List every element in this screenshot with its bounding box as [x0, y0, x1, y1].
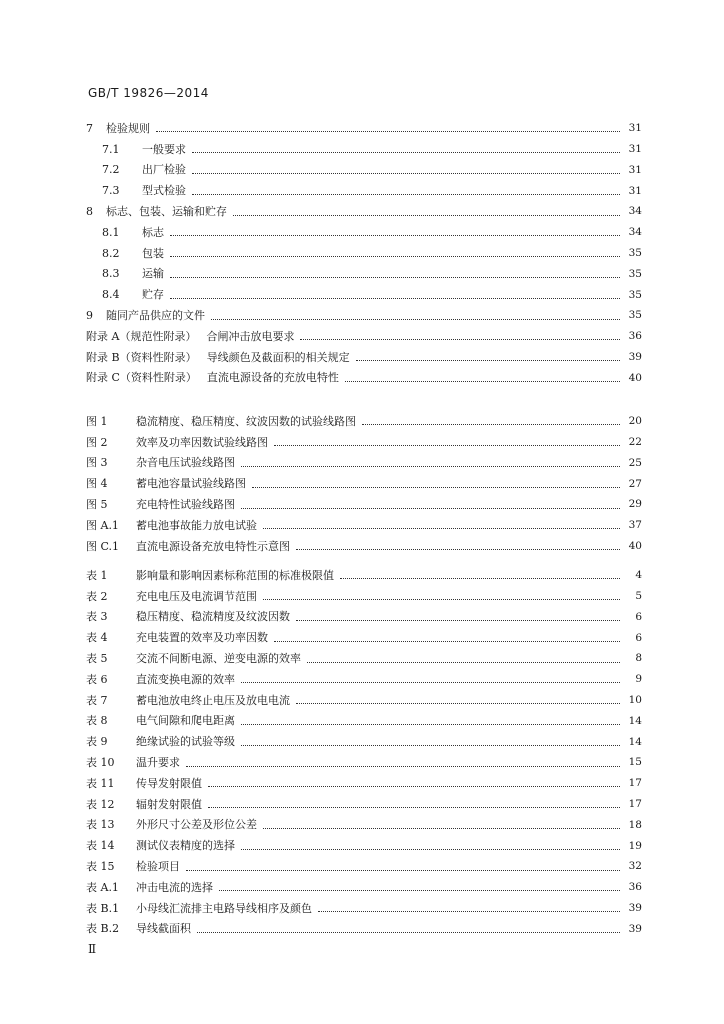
toc-entry-title: 蓄电池容量试验线路图 [136, 477, 246, 491]
toc-entry-page: 14 [628, 735, 642, 748]
dot-leader [170, 276, 620, 278]
toc-figure-entry[interactable] [86, 453, 642, 474]
dot-leader [170, 234, 620, 236]
toc-figure-entry[interactable] [86, 473, 642, 494]
toc-entry-page: 6 [635, 631, 642, 644]
toc-entry-title: 直流电源设备充放电特性示意图 [136, 539, 290, 553]
dot-leader [263, 827, 620, 829]
toc-entry-title: 绝缘试验的试验等级 [136, 735, 235, 749]
toc-entry-page: 18 [628, 818, 642, 831]
toc-entry-page: 31 [628, 163, 642, 176]
toc-entry-number: 图 2 [86, 435, 108, 449]
toc-entry-number: 表 3 [86, 610, 108, 624]
toc-entry-title: 外形尺寸公差及形位公差 [136, 818, 257, 832]
toc-table-entry[interactable] [86, 627, 642, 648]
toc-entry-number: 7.1 [102, 142, 120, 156]
dot-leader [296, 619, 620, 621]
toc-entry-number: 表 B.1 [86, 901, 120, 915]
toc-figure-entry[interactable] [86, 411, 642, 432]
toc-entry-page: 8 [635, 652, 642, 665]
toc-entry-number: 7 [86, 121, 93, 135]
dot-leader [186, 765, 620, 767]
toc-entry-title: 影响量和影响因素标称范围的标准极限值 [136, 568, 334, 582]
toc-chapter-entry[interactable] [86, 139, 642, 160]
toc-entry-number: 7.2 [102, 163, 120, 177]
toc-entry-title: 标志 [142, 225, 164, 239]
toc-chapter-entry[interactable] [86, 160, 642, 181]
toc-entry-number: 图 3 [86, 456, 108, 470]
toc-entry-number: 表 9 [86, 735, 108, 749]
toc-entry-number: 图 5 [86, 498, 108, 512]
dot-leader [300, 338, 620, 340]
toc-entry-page: 36 [628, 330, 642, 343]
toc-entry-page: 19 [628, 839, 642, 852]
toc-table-entry[interactable] [86, 586, 642, 607]
toc-entry-number: 8.4 [102, 288, 120, 302]
toc-entry-page: 15 [628, 756, 642, 769]
toc-entry-page: 20 [628, 415, 642, 428]
toc-table-entry[interactable] [86, 690, 642, 711]
toc-entry-number: 图 4 [86, 477, 108, 491]
toc-entry-number: 表 4 [86, 631, 108, 645]
toc-entry-number: 表 12 [86, 797, 115, 811]
toc-entry-title: 贮存 [142, 288, 164, 302]
toc-entry-page: 31 [628, 184, 642, 197]
toc-entry-number: 表 A.1 [86, 880, 119, 894]
dot-leader [263, 527, 620, 529]
toc-entry-title: 电气间隙和爬电距离 [136, 714, 235, 728]
toc-entry-page: 27 [628, 477, 642, 490]
toc-figure-entry[interactable] [86, 432, 642, 453]
dot-leader [252, 486, 620, 488]
toc-entry-number: 附录 C（资料性附录） [86, 371, 197, 385]
toc-entry-page: 35 [628, 309, 642, 322]
toc-entry-title: 导线截面积 [136, 922, 191, 936]
toc-entry-title: 包装 [142, 246, 164, 260]
dot-leader [345, 380, 620, 382]
toc-entry-number: 表 8 [86, 714, 108, 728]
toc-entry-page: 37 [628, 519, 642, 532]
toc-entry-number: 9 [86, 309, 93, 323]
toc-entry-title: 一般要求 [142, 142, 186, 156]
toc-entry-page: 22 [628, 435, 642, 448]
toc-entry-title: 稳压精度、稳流精度及纹波因数 [136, 610, 290, 624]
toc-chapter-entry[interactable] [86, 201, 642, 222]
dot-leader [192, 193, 620, 195]
toc-entry-page: 35 [628, 246, 642, 259]
toc-chapter-entry[interactable] [86, 180, 642, 201]
toc-entry-number: 表 5 [86, 652, 108, 666]
toc-table-entry[interactable] [86, 565, 642, 586]
dot-leader [362, 423, 620, 425]
toc-entry-title: 交流不间断电源、逆变电源的效率 [136, 652, 301, 666]
toc-entry-page: 39 [628, 350, 642, 363]
dot-leader [241, 465, 620, 467]
toc-entry-title: 运输 [142, 267, 164, 281]
dot-leader [318, 910, 620, 912]
toc-entry-title: 直流变换电源的效率 [136, 672, 235, 686]
toc-entry-title: 检验项目 [136, 860, 180, 874]
toc-table-entry[interactable] [86, 773, 642, 794]
toc-chapters [86, 118, 642, 388]
dot-leader [340, 577, 620, 579]
dot-leader [170, 255, 620, 257]
dot-leader [211, 318, 620, 320]
toc-entry-title: 直流电源设备的充放电特性 [206, 371, 339, 385]
toc-entry-page: 36 [628, 881, 642, 894]
toc-entry-number: 表 10 [86, 756, 115, 770]
toc-entry-page: 9 [635, 673, 642, 686]
dot-leader [219, 889, 620, 891]
toc-entry-title: 标志、包装、运输和贮存 [106, 205, 227, 219]
toc-entry-number: 8.2 [102, 246, 120, 260]
toc-entry-page: 4 [635, 569, 642, 582]
toc-entry-title: 合闸冲击放电要求 [206, 329, 295, 343]
toc-table-entry[interactable] [86, 752, 642, 773]
toc-chapter-entry[interactable] [86, 222, 642, 243]
toc-entry-page: 39 [628, 922, 642, 935]
toc-chapter-entry[interactable] [86, 305, 642, 326]
toc-figures [86, 411, 642, 557]
dot-leader [356, 359, 620, 361]
toc-entry-number: 表 B.2 [86, 922, 120, 936]
toc-entry-page: 34 [628, 226, 642, 239]
dot-leader [241, 723, 620, 725]
toc-table-entry[interactable] [86, 711, 642, 732]
toc-entry-page: 25 [628, 456, 642, 469]
page-number: Ⅱ [88, 942, 97, 956]
toc-table-entry[interactable] [86, 898, 642, 919]
toc-chapter-entry[interactable] [86, 368, 642, 389]
toc-entry-number: 图 C.1 [86, 539, 120, 553]
dot-leader [274, 444, 620, 446]
toc-entry-number: 8.1 [102, 225, 120, 239]
toc-entry-page: 40 [628, 371, 642, 384]
toc-chapter-entry[interactable] [86, 118, 642, 139]
dot-leader [192, 151, 620, 153]
toc-entry-page: 32 [628, 860, 642, 873]
dot-leader [197, 931, 620, 933]
toc-entry-number: 表 15 [86, 860, 115, 874]
toc-entry-title: 效率及功率因数试验线路图 [136, 435, 268, 449]
toc-table-entry[interactable] [86, 794, 642, 815]
toc-entry-title: 导线颜色及截面积的相关规定 [206, 350, 350, 364]
toc-table-entry[interactable] [86, 669, 642, 690]
dot-leader [241, 848, 620, 850]
toc-chapter-entry[interactable] [86, 347, 642, 368]
toc-figure-entry[interactable] [86, 536, 642, 557]
toc-entry-title: 充电电压及电流调节范围 [136, 589, 257, 603]
toc-entry-page: 6 [635, 610, 642, 623]
toc-entry-number: 表 14 [86, 839, 115, 853]
toc-entry-number: 表 2 [86, 589, 108, 603]
toc-chapter-entry[interactable] [86, 326, 642, 347]
toc-tables [86, 565, 642, 939]
dot-leader [241, 744, 620, 746]
toc-entry-number: 表 11 [86, 776, 115, 790]
dot-leader [296, 548, 620, 550]
dot-leader [208, 806, 620, 808]
toc-entry-title: 蓄电池放电终止电压及放电电流 [136, 693, 290, 707]
toc-chapter-entry[interactable] [86, 243, 642, 264]
toc-figure-entry[interactable] [86, 515, 642, 536]
toc-entry-number: 表 6 [86, 672, 108, 686]
toc-table-entry[interactable] [86, 877, 642, 898]
toc-entry-page: 40 [628, 539, 642, 552]
toc-table-entry[interactable] [86, 607, 642, 628]
dot-leader [208, 785, 620, 787]
dot-leader [296, 702, 620, 704]
toc-entry-title: 蓄电池事故能力放电试验 [136, 518, 257, 532]
dot-leader [170, 297, 620, 299]
toc-entry-number: 图 A.1 [86, 518, 119, 532]
toc-table-entry[interactable] [86, 856, 642, 877]
toc-entry-page: 39 [628, 901, 642, 914]
standard-code: GB/T 19826—2014 [88, 86, 209, 100]
toc-entry-page: 31 [628, 142, 642, 155]
dot-leader [156, 130, 620, 132]
toc-entry-number: 图 1 [86, 414, 108, 428]
dot-leader [192, 172, 620, 174]
toc-entry-title: 温升要求 [136, 756, 180, 770]
toc-entry-number: 7.3 [102, 184, 120, 198]
toc-entry-title: 稳流精度、稳压精度、纹波因数的试验线路图 [136, 414, 356, 428]
toc-table-entry[interactable] [86, 919, 642, 940]
toc-entry-page: 14 [628, 714, 642, 727]
toc-chapter-entry[interactable] [86, 284, 642, 305]
toc-entry-page: 35 [628, 267, 642, 280]
toc-table-entry[interactable] [86, 815, 642, 836]
toc-entry-title: 传导发射限值 [136, 776, 202, 790]
dot-leader [241, 681, 620, 683]
dot-leader [233, 214, 620, 216]
toc-entry-number: 表 13 [86, 818, 115, 832]
dot-leader [274, 640, 620, 642]
toc-entry-number: 附录 A（规范性附录） [86, 329, 197, 343]
toc-table-entry[interactable] [86, 648, 642, 669]
toc-chapter-entry[interactable] [86, 264, 642, 285]
dot-leader [263, 598, 620, 600]
toc-entry-page: 5 [635, 589, 642, 602]
toc-entry-title: 检验规则 [106, 121, 150, 135]
toc-entry-page: 10 [628, 693, 642, 706]
dot-leader [241, 507, 620, 509]
toc-entry-title: 小母线汇流排主电路导线相序及颜色 [136, 901, 312, 915]
toc-entry-title: 型式检验 [142, 184, 186, 198]
toc-entry-page: 29 [628, 498, 642, 511]
toc-entry-number: 8 [86, 205, 93, 219]
toc-figure-entry[interactable] [86, 494, 642, 515]
dot-leader [186, 869, 620, 871]
toc-entry-title: 充电特性试验线路图 [136, 498, 235, 512]
toc-entry-page: 17 [628, 797, 642, 810]
toc-entry-page: 31 [628, 122, 642, 135]
toc-entry-title: 冲击电流的选择 [136, 880, 213, 894]
toc-entry-page: 17 [628, 777, 642, 790]
toc-entry-number: 附录 B（资料性附录） [86, 350, 197, 364]
toc-entry-title: 充电装置的效率及功率因数 [136, 631, 268, 645]
toc-table-entry[interactable] [86, 731, 642, 752]
toc-entry-number: 表 1 [86, 568, 108, 582]
toc-table-entry[interactable] [86, 835, 642, 856]
toc-entry-page: 34 [628, 205, 642, 218]
toc-entry-number: 8.3 [102, 267, 120, 281]
toc-entry-title: 辐射发射限值 [136, 797, 202, 811]
toc-entry-title: 随同产品供应的文件 [106, 309, 205, 323]
dot-leader [307, 661, 620, 663]
toc-entry-number: 表 7 [86, 693, 108, 707]
toc-entry-title: 测试仪表精度的选择 [136, 839, 235, 853]
toc-entry-title: 出厂检验 [142, 163, 186, 177]
toc-entry-title: 杂音电压试验线路图 [136, 456, 235, 470]
toc-entry-page: 35 [628, 288, 642, 301]
